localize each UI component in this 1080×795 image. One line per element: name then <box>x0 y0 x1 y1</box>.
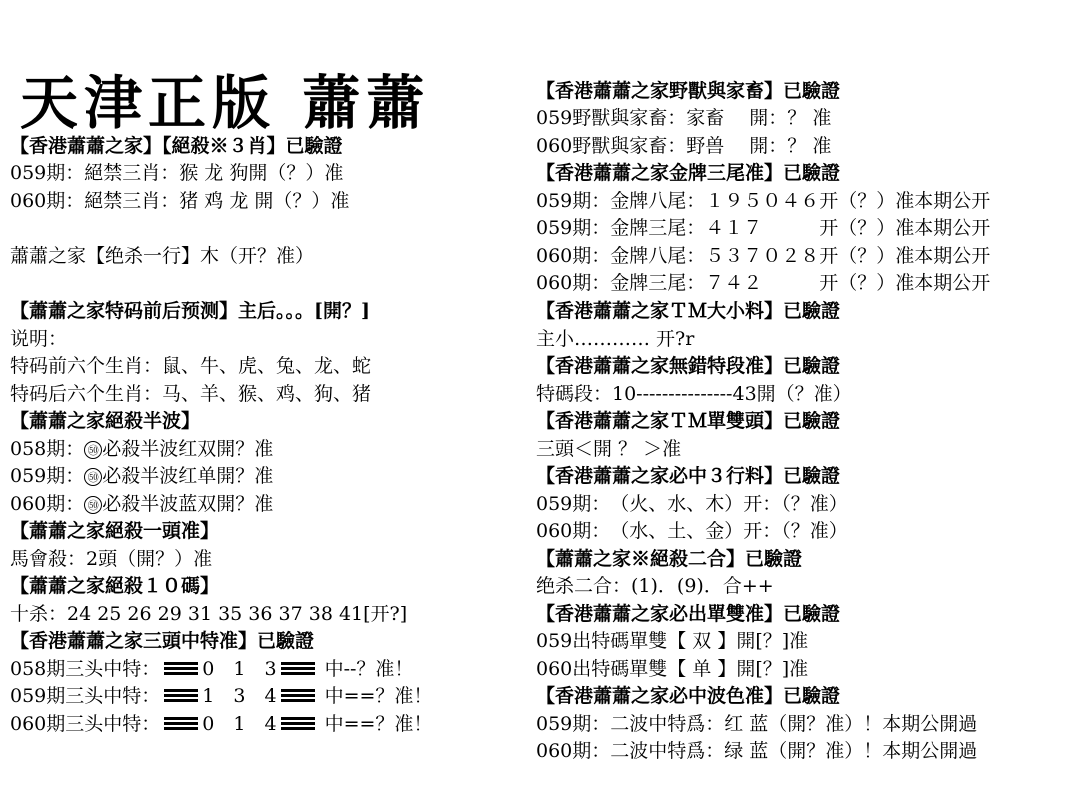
right-line: 060期：金牌三尾：７４２ 开（？）准本期公开 <box>536 272 991 294</box>
trigram-icon <box>164 715 198 732</box>
right-line: 【香港蕭蕭之家必中３行料】已驗證 <box>536 465 841 487</box>
right-line: 三頭＜開 ？ ＞准 <box>536 438 682 460</box>
right-line: 【香港蕭蕭之家金牌三尾准】已驗證 <box>536 162 841 184</box>
right-line: 060出特碼單雙【 单 】開[？]准 <box>536 658 809 680</box>
right-line: 【香港蕭蕭之家ＴＭ大小料】已驗證 <box>536 300 841 322</box>
head-result: 中--？准！ <box>324 658 414 680</box>
right-line: 【香港蕭蕭之家ＴＭ單雙頭】已驗證 <box>536 410 841 432</box>
period-label: 060期： <box>10 493 85 515</box>
right-line: 059野獸與家畜：家畜 開：？ 准 <box>536 107 832 129</box>
half-wave-row <box>10 437 273 461</box>
three-head-row <box>10 657 413 681</box>
number-mark: ㊿ <box>84 468 102 486</box>
half-wave-text: 必殺半波红单開？准 <box>102 465 274 487</box>
left-line: 【香港蕭蕭之家三頭中特准】已驗證 <box>10 630 315 652</box>
page-title: 天津正版 蕭蕭 <box>20 69 431 137</box>
head-digits: 1 3 4 <box>202 685 277 707</box>
left-line: 【蕭蕭之家絕殺一頭准】 <box>10 520 220 542</box>
left-line: 059期：絕禁三肖：猴 龙 狗開（？）准 <box>10 162 344 184</box>
three-head-row <box>10 712 432 736</box>
trigram-icon <box>281 715 315 732</box>
number-mark: ㊿ <box>84 496 102 514</box>
head-digits: 0 1 3 <box>202 658 277 680</box>
left-line: 【蕭蕭之家特码前后预测】主后。。。[開？] <box>10 300 370 322</box>
half-wave-text: 必殺半波红双開？准 <box>102 438 274 460</box>
left-line: 【蕭蕭之家絕殺１０碼】 <box>10 575 220 597</box>
period-label: 058期三头中特： <box>10 658 161 680</box>
right-line: 060期： （水、土、金）开：（？准） <box>536 520 848 542</box>
left-line: 060期：絕禁三肖：猪 鸡 龙 開（？）准 <box>10 190 350 212</box>
left-line: 【香港蕭蕭之家】【絕殺※３肖】已驗證 <box>10 135 343 157</box>
right-line: 059期：二波中特爲：红 蓝（開？准）！本期公開過 <box>536 713 978 735</box>
trigram-icon <box>281 687 315 704</box>
right-line: 059出特碼單雙【 双 】開[？]准 <box>536 630 809 652</box>
period-label: 060期三头中特： <box>10 713 161 735</box>
right-line: 【香港蕭蕭之家無錯特段准】已驗證 <box>536 355 841 377</box>
three-head-row <box>10 684 432 708</box>
right-line: 【蕭蕭之家※絕殺二合】已驗證 <box>536 548 803 570</box>
left-line: 说明： <box>10 328 68 350</box>
head-digits: 0 1 4 <box>202 713 277 735</box>
period-label: 059期： <box>10 465 85 487</box>
left-line: 馬會殺：2頭（開？）准 <box>10 548 213 570</box>
right-line: 060期：二波中特爲：绿 蓝（開？准）！本期公開過 <box>536 740 978 762</box>
head-result: 中==？准！ <box>324 685 433 707</box>
left-line: 特码后六个生肖：马、羊、猴、鸡、狗、猪 <box>10 383 372 405</box>
trigram-icon <box>281 660 315 677</box>
right-line: 【香港蕭蕭之家必出單雙准】已驗證 <box>536 603 841 625</box>
right-line: 059期：金牌三尾：４１７ 开（？）准本期公开 <box>536 217 991 239</box>
left-line: 特码前六个生肖：鼠、牛、虎、兔、龙、蛇 <box>10 355 372 377</box>
right-line: 主小………… 开?r <box>536 328 695 350</box>
half-wave-row <box>10 464 273 488</box>
period-label: 058期： <box>10 438 85 460</box>
head-result: 中==？准！ <box>324 713 433 735</box>
right-line: 060野獸與家畜：野兽 開：？ 准 <box>536 135 832 157</box>
right-line: 【香港蕭蕭之家必中波色准】已驗證 <box>536 685 841 707</box>
left-line: 蕭蕭之家【绝杀一行】木（开？准） <box>10 245 315 267</box>
half-wave-text: 必殺半波蓝双開？准 <box>102 493 274 515</box>
number-mark: ㊿ <box>84 441 102 459</box>
right-line: 059期： （火、水、木）开：（？准） <box>536 493 848 515</box>
right-line: 060期：金牌八尾：５３７０２８开（？）准本期公开 <box>536 245 991 267</box>
right-line: 绝杀二合：(1)．(9)．合++ <box>536 575 774 597</box>
right-line: 059期：金牌八尾：１９５０４６开（？）准本期公开 <box>536 190 991 212</box>
left-line: 【蕭蕭之家絕殺半波】 <box>10 410 201 432</box>
period-label: 059期三头中特： <box>10 685 161 707</box>
half-wave-row <box>10 492 273 516</box>
trigram-icon <box>164 687 198 704</box>
right-line: 特碼段：10---------------43開（？准） <box>536 383 852 405</box>
left-line: 十杀：24 25 26 29 31 35 36 37 38 41[开?] <box>10 603 408 625</box>
trigram-icon <box>164 660 198 677</box>
right-line: 【香港蕭蕭之家野獸與家畜】已驗證 <box>536 80 841 102</box>
